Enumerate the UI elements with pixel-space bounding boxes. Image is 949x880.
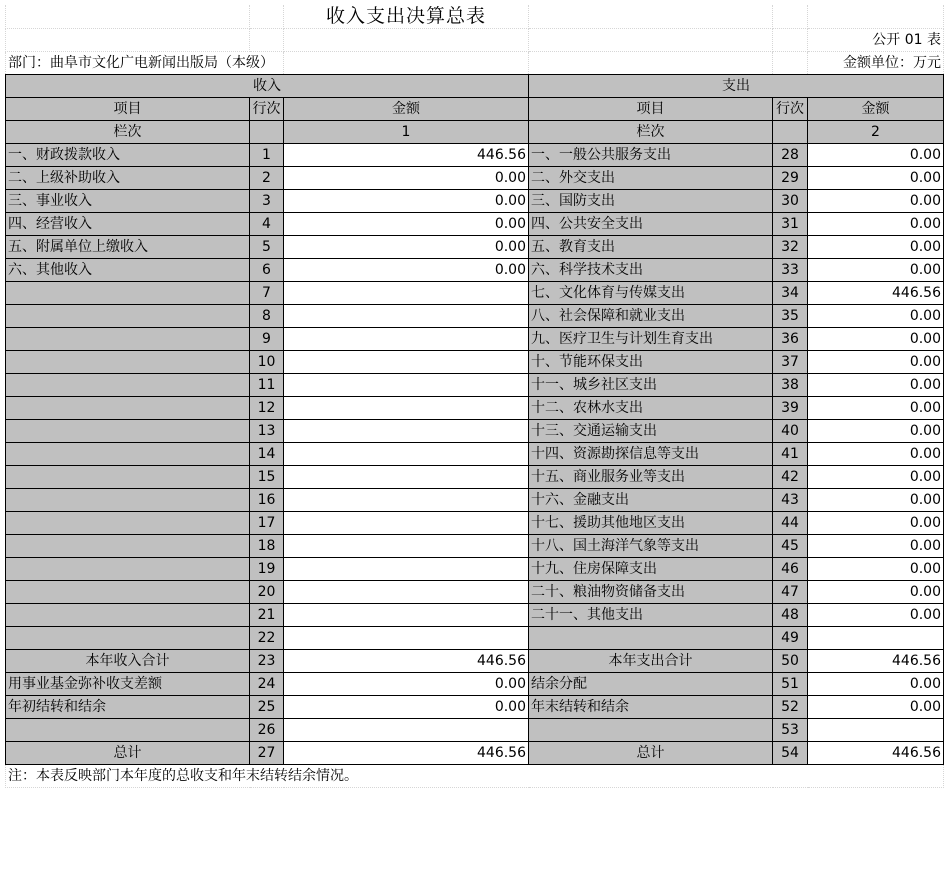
income-amount-cell: 0.00	[284, 672, 529, 695]
income-item-cell: 三、事业收入	[6, 189, 250, 212]
expense-rowno-cell: 39	[773, 396, 808, 419]
income-rowno-cell: 20	[250, 580, 284, 603]
expense-header: 支出	[529, 74, 944, 97]
income-item-cell	[6, 534, 250, 557]
expense-rowno-cell: 44	[773, 511, 808, 534]
expense-amount-cell: 446.56	[808, 741, 944, 764]
income-amount-cell	[284, 373, 529, 396]
expense-item-cell: 十五、商业服务业等支出	[529, 465, 773, 488]
income-rowno-cell: 4	[250, 212, 284, 235]
table-row	[6, 580, 944, 603]
income-rowno-cell: 16	[250, 488, 284, 511]
income-item-header: 项目	[6, 97, 250, 120]
income-rowno-cell: 5	[250, 235, 284, 258]
income-amount-cell: 0.00	[284, 189, 529, 212]
income-amount-cell: 0.00	[284, 258, 529, 281]
expense-item-cell: 九、医疗卫生与计划生育支出	[529, 327, 773, 350]
income-item-cell: 六、其他收入	[6, 258, 250, 281]
income-item-cell	[6, 511, 250, 534]
expense-item-cell: 十六、金融支出	[529, 488, 773, 511]
table-row	[6, 166, 944, 189]
expense-item-cell: 四、公共安全支出	[529, 212, 773, 235]
expense-item-cell: 十一、城乡社区支出	[529, 373, 773, 396]
expense-item-cell: 五、教育支出	[529, 235, 773, 258]
income-amount-cell	[284, 327, 529, 350]
income-item-cell: 二、上级补助收入	[6, 166, 250, 189]
income-rowno-cell: 19	[250, 557, 284, 580]
expense-rowno-cell: 36	[773, 327, 808, 350]
income-rowno-cell: 9	[250, 327, 284, 350]
income-item-cell	[6, 396, 250, 419]
income-item-cell	[6, 580, 250, 603]
expense-amount-cell: 0.00	[808, 465, 944, 488]
expense-amount-cell: 0.00	[808, 557, 944, 580]
income-item-cell: 四、经营收入	[6, 212, 250, 235]
expense-rowno-header: 行次	[773, 97, 808, 120]
expense-amount-cell: 446.56	[808, 281, 944, 304]
table-row	[6, 350, 944, 373]
income-amount-cell	[284, 511, 529, 534]
expense-item-cell: 十二、农林水支出	[529, 396, 773, 419]
note-table	[5, 765, 944, 789]
income-rowno-cell: 26	[250, 718, 284, 741]
expense-rowno-cell: 48	[773, 603, 808, 626]
income-amount-cell	[284, 281, 529, 304]
income-item-cell: 五、附属单位上缴收入	[6, 235, 250, 258]
expense-rowno-cell: 35	[773, 304, 808, 327]
expense-rowno-cell: 37	[773, 350, 808, 373]
expense-item-header: 项目	[529, 97, 773, 120]
expense-amount-cell: 0.00	[808, 695, 944, 718]
expense-rowno-cell: 41	[773, 442, 808, 465]
table-row	[6, 534, 944, 557]
expense-item-cell: 十八、国土海洋气象等支出	[529, 534, 773, 557]
table-row	[6, 718, 944, 741]
form-code: 公开 01 表	[808, 28, 944, 51]
expense-item-cell: 总计	[529, 741, 773, 764]
expense-column-label: 栏次	[529, 120, 773, 143]
table-row	[6, 695, 944, 718]
income-rowno-cell: 17	[250, 511, 284, 534]
expense-amount-cell	[808, 626, 944, 649]
expense-column-index: 2	[808, 120, 944, 143]
table-row	[6, 488, 944, 511]
department-row	[6, 51, 944, 74]
income-rowno-cell: 14	[250, 442, 284, 465]
report-title: 收入支出决算总表	[284, 5, 529, 28]
spreadsheet	[5, 5, 943, 788]
table-row	[6, 626, 944, 649]
income-rowno-cell: 2	[250, 166, 284, 189]
expense-rowno-cell: 40	[773, 419, 808, 442]
expense-amount-cell: 0.00	[808, 603, 944, 626]
expense-amount-cell	[808, 718, 944, 741]
expense-amount-cell: 0.00	[808, 488, 944, 511]
table-row	[6, 327, 944, 350]
income-header: 收入	[6, 74, 529, 97]
expense-item-cell	[529, 626, 773, 649]
expense-rowno-cell: 43	[773, 488, 808, 511]
income-rowno-cell: 21	[250, 603, 284, 626]
expense-amount-cell: 446.56	[808, 649, 944, 672]
expense-rowno-cell: 34	[773, 281, 808, 304]
income-amount-cell: 0.00	[284, 212, 529, 235]
income-item-cell	[6, 557, 250, 580]
expense-item-cell: 十七、援助其他地区支出	[529, 511, 773, 534]
table-row	[6, 373, 944, 396]
income-rowno-header: 行次	[250, 97, 284, 120]
income-item-cell	[6, 442, 250, 465]
income-amount-cell: 0.00	[284, 695, 529, 718]
expense-item-cell: 年末结转和结余	[529, 695, 773, 718]
expense-amount-cell: 0.00	[808, 396, 944, 419]
table-row	[6, 281, 944, 304]
expense-item-cell: 七、文化体育与传媒支出	[529, 281, 773, 304]
table-row	[6, 649, 944, 672]
income-rowno-cell: 7	[250, 281, 284, 304]
expense-item-cell: 二十一、其他支出	[529, 603, 773, 626]
income-rowno-cell: 23	[250, 649, 284, 672]
expense-rowno-cell: 38	[773, 373, 808, 396]
income-item-cell: 一、财政拨款收入	[6, 143, 250, 166]
expense-rowno-cell: 47	[773, 580, 808, 603]
income-item-cell	[6, 488, 250, 511]
expense-amount-cell: 0.00	[808, 235, 944, 258]
expense-rowno-cell: 54	[773, 741, 808, 764]
income-amount-cell: 446.56	[284, 741, 529, 764]
income-rowno-cell: 12	[250, 396, 284, 419]
income-rowno-cell: 25	[250, 695, 284, 718]
income-amount-cell: 0.00	[284, 235, 529, 258]
expense-rowno-cell: 42	[773, 465, 808, 488]
income-rowno-cell: 22	[250, 626, 284, 649]
income-item-cell: 用事业基金弥补收支差额	[6, 672, 250, 695]
income-item-cell	[6, 419, 250, 442]
income-item-cell	[6, 718, 250, 741]
income-column-index: 1	[284, 120, 529, 143]
income-rowno-cell: 6	[250, 258, 284, 281]
income-rowno-cell: 3	[250, 189, 284, 212]
expense-rowno-cell: 28	[773, 143, 808, 166]
table-row	[6, 396, 944, 419]
expense-amount-cell: 0.00	[808, 258, 944, 281]
section-header-row	[6, 74, 944, 97]
income-rowno-cell: 18	[250, 534, 284, 557]
department-label: 部门：曲阜市文化广电新闻出版局（本级）	[6, 51, 284, 74]
expense-item-cell: 十九、住房保障支出	[529, 557, 773, 580]
income-rowno-cell: 1	[250, 143, 284, 166]
income-amount-cell: 446.56	[284, 143, 529, 166]
income-item-cell	[6, 465, 250, 488]
column-header-row	[6, 97, 944, 120]
income-amount-header: 金额	[284, 97, 529, 120]
income-rowno-cell: 10	[250, 350, 284, 373]
income-item-cell: 总计	[6, 741, 250, 764]
income-amount-cell	[284, 304, 529, 327]
table-row	[6, 603, 944, 626]
table-row	[6, 235, 944, 258]
expense-item-cell: 十、节能环保支出	[529, 350, 773, 373]
expense-item-cell: 本年支出合计	[529, 649, 773, 672]
expense-amount-cell: 0.00	[808, 166, 944, 189]
expense-rowno-cell: 51	[773, 672, 808, 695]
expense-rowno-cell: 50	[773, 649, 808, 672]
table-row	[6, 212, 944, 235]
income-amount-cell	[284, 465, 529, 488]
expense-amount-cell: 0.00	[808, 419, 944, 442]
column-index-row	[6, 120, 944, 143]
income-rowno-cell: 15	[250, 465, 284, 488]
income-rowno-cell: 13	[250, 419, 284, 442]
income-amount-cell	[284, 534, 529, 557]
table-row	[6, 557, 944, 580]
expense-item-cell: 十四、资源勘探信息等支出	[529, 442, 773, 465]
expense-rowno-cell: 29	[773, 166, 808, 189]
income-item-cell	[6, 350, 250, 373]
income-amount-cell	[284, 557, 529, 580]
expense-amount-cell: 0.00	[808, 143, 944, 166]
income-item-cell	[6, 281, 250, 304]
unit-label: 金额单位：万元	[808, 51, 944, 74]
table-row	[6, 143, 944, 166]
income-item-cell	[6, 304, 250, 327]
expense-rowno-cell: 46	[773, 557, 808, 580]
table-row	[6, 442, 944, 465]
expense-amount-cell: 0.00	[808, 672, 944, 695]
income-amount-cell	[284, 350, 529, 373]
expense-item-cell: 八、社会保障和就业支出	[529, 304, 773, 327]
expense-amount-cell: 0.00	[808, 327, 944, 350]
expense-amount-cell: 0.00	[808, 442, 944, 465]
income-item-cell	[6, 603, 250, 626]
expense-item-cell	[529, 718, 773, 741]
income-item-cell: 本年收入合计	[6, 649, 250, 672]
income-item-cell	[6, 373, 250, 396]
expense-item-cell: 一、一般公共服务支出	[529, 143, 773, 166]
expense-item-cell: 二、外交支出	[529, 166, 773, 189]
income-rowno-cell: 8	[250, 304, 284, 327]
expense-item-cell: 结余分配	[529, 672, 773, 695]
expense-amount-cell: 0.00	[808, 350, 944, 373]
note-row	[6, 765, 944, 788]
income-item-cell	[6, 327, 250, 350]
expense-rowno-cell: 32	[773, 235, 808, 258]
table-row	[6, 189, 944, 212]
income-amount-cell	[284, 488, 529, 511]
table-row	[6, 419, 944, 442]
income-amount-cell	[284, 442, 529, 465]
expense-amount-header: 金额	[808, 97, 944, 120]
expense-rowno-cell: 33	[773, 258, 808, 281]
expense-rowno-cell: 53	[773, 718, 808, 741]
income-rowno-cell: 27	[250, 741, 284, 764]
expense-rowno-cell: 31	[773, 212, 808, 235]
title-row	[6, 5, 944, 28]
income-amount-cell: 446.56	[284, 649, 529, 672]
expense-amount-cell: 0.00	[808, 189, 944, 212]
expense-item-cell: 三、国防支出	[529, 189, 773, 212]
expense-amount-cell: 0.00	[808, 373, 944, 396]
table-row	[6, 258, 944, 281]
expense-rowno-cell: 52	[773, 695, 808, 718]
table-row	[6, 511, 944, 534]
expense-item-cell: 十三、交通运输支出	[529, 419, 773, 442]
expense-amount-cell: 0.00	[808, 580, 944, 603]
expense-amount-cell: 0.00	[808, 511, 944, 534]
income-column-label: 栏次	[6, 120, 250, 143]
table-row	[6, 304, 944, 327]
income-amount-cell	[284, 603, 529, 626]
income-rowno-cell: 11	[250, 373, 284, 396]
income-amount-cell	[284, 626, 529, 649]
income-amount-cell	[284, 419, 529, 442]
table-row	[6, 741, 944, 764]
form-code-row	[6, 28, 944, 51]
table-row	[6, 465, 944, 488]
income-amount-cell: 0.00	[284, 166, 529, 189]
footnote: 注：本表反映部门本年度的总收支和年末结转结余情况。	[6, 765, 944, 788]
expense-amount-cell: 0.00	[808, 534, 944, 557]
income-item-cell	[6, 626, 250, 649]
income-item-cell: 年初结转和结余	[6, 695, 250, 718]
expense-rowno-cell: 45	[773, 534, 808, 557]
expense-item-cell: 六、科学技术支出	[529, 258, 773, 281]
expense-item-cell: 二十、粮油物资储备支出	[529, 580, 773, 603]
table-row	[6, 672, 944, 695]
expense-rowno-cell: 49	[773, 626, 808, 649]
income-rowno-cell: 24	[250, 672, 284, 695]
report-table	[5, 5, 944, 765]
expense-amount-cell: 0.00	[808, 212, 944, 235]
expense-amount-cell: 0.00	[808, 304, 944, 327]
income-amount-cell	[284, 580, 529, 603]
income-amount-cell	[284, 396, 529, 419]
income-amount-cell	[284, 718, 529, 741]
expense-rowno-cell: 30	[773, 189, 808, 212]
